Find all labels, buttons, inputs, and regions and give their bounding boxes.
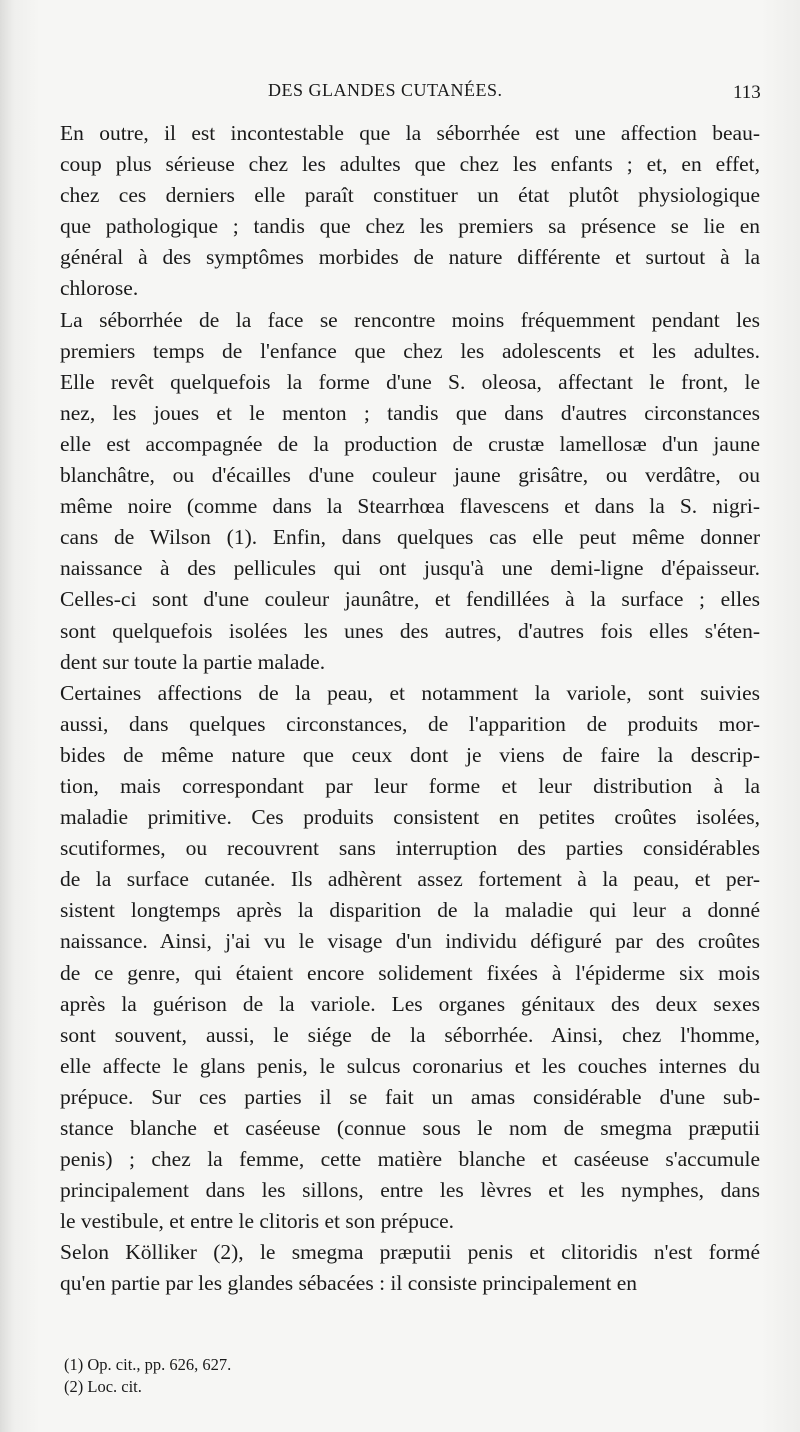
text-line: sont quelquefois isolées les unes des autres, d'autres fois elles s'éten- [60,618,760,643]
text-line: de ce genre, qui étaient encore solidement fixées à l'épiderme six mois [60,960,760,985]
text-line: scutiformes, ou recouvrent sans interruption des parties considérables [60,836,760,861]
text-line: En outre, il est incontestable que la séborrhée est une affection beau- [60,121,760,145]
text-line: stance blanche et caséeuse (connue sous le nom de smegma præputii [60,1116,760,1140]
text-line: Elle revêt quelquefois la forme d'une S. oleosa, affectant le front, le [60,369,760,394]
footnotes [64,1354,464,1398]
text-line: général à des symptômes morbides de nature différente et surtout à la [60,245,760,270]
text-line: le vestibule, et entre le clitoris et son prépuce. [60,1209,455,1234]
text-line: sistent longtemps après la disparition de la maladie qui leur a donné [60,898,760,923]
paragraph [60,678,760,1238]
text-line: dent sur toute la partie malade. [60,649,326,674]
text-line: bides de même nature que ceux dont je viens de faire la descrip- [60,742,760,767]
text-line: qu'en partie par les glandes sébacées : il consiste principalement en [60,1271,637,1296]
text-line: coup plus sérieuse chez les adultes que chez les enfants ; et, en effet, [60,152,760,177]
paragraph [60,118,760,305]
text-line: naissance. Ainsi, j'ai vu le visage d'un individu défiguré par des croûtes [60,929,760,954]
text-line: même noire (comme dans la Stearrhœa flavescens et dans la S. nigri- [60,494,760,519]
page-number: 113 [733,82,761,103]
text-line: naissance à des pellicules qui ont jusqu'à une demi-ligne d'épaisseur. [60,556,760,581]
text-line: sont souvent, aussi, le siége de la séborrhée. Ainsi, chez l'homme, [60,1022,760,1047]
text-line: Selon Kölliker (2), le smegma præputii penis et clitoridis n'est formé [60,1240,760,1265]
text-line: blanchâtre, ou d'écailles d'une couleur jaune grisâtre, ou verdâtre, ou [60,463,760,488]
footnote: (1) Op. cit., pp. 626, 627. [64,1355,232,1374]
text-line: Certaines affections de la peau, et notamment la variole, sont suivies [60,680,760,705]
text-line: principalement dans les sillons, entre les lèvres et les nymphes, dans [60,1178,760,1203]
text-line: maladie primitive. Ces produits consistent en petites croûtes isolées, [60,805,760,830]
text-line: elle affecte le glans penis, le sulcus coronarius et les couches internes du [60,1053,760,1078]
text-line: Celles-ci sont d'une couleur jaunâtre, et fendillées à la surface ; elles [60,587,760,612]
text-line: aussi, dans quelques circonstances, de l'apparition de produits mor- [60,711,760,736]
text-line: elle est accompagnée de la production de crustæ lamellosæ d'un jaune [60,431,760,456]
running-head: DES GLANDES CUTANÉES. [268,80,503,100]
text-line: penis) ; chez la femme, cette matière blanche et caséeuse s'accumule [60,1147,760,1172]
footnote: (2) Loc. cit. [64,1377,142,1396]
text-line: après la guérison de la variole. Les organes génitaux des deux sexes [60,991,760,1016]
text-line: nez, les joues et le menton ; tandis que dans d'autres circonstances [60,400,760,425]
text-line: prépuce. Sur ces parties il se fait un amas considérable d'une sub- [60,1084,760,1109]
text-line: La séborrhée de la face se rencontre moins fréquemment pendant les [60,307,760,332]
text-line: tion, mais correspondant par leur forme et leur distribution à la [60,773,760,798]
body-text [60,118,760,1300]
paragraph [60,1237,760,1299]
text-line: cans de Wilson (1). Enfin, dans quelques cas elle peut même donner [60,525,760,550]
text-line: premiers temps de l'enfance que chez les adolescents et les adultes. [60,338,760,363]
text-line: de la surface cutanée. Ils adhèrent assez fortement à la peau, et per- [60,867,760,892]
text-line: que pathologique ; tandis que chez les premiers sa présence se lie en [60,214,760,239]
paragraph [60,305,760,678]
page-header [0,80,800,110]
text-line: chlorose. [60,276,139,301]
text-line: chez ces derniers elle paraît constituer un état plutôt physiologique [60,183,760,208]
